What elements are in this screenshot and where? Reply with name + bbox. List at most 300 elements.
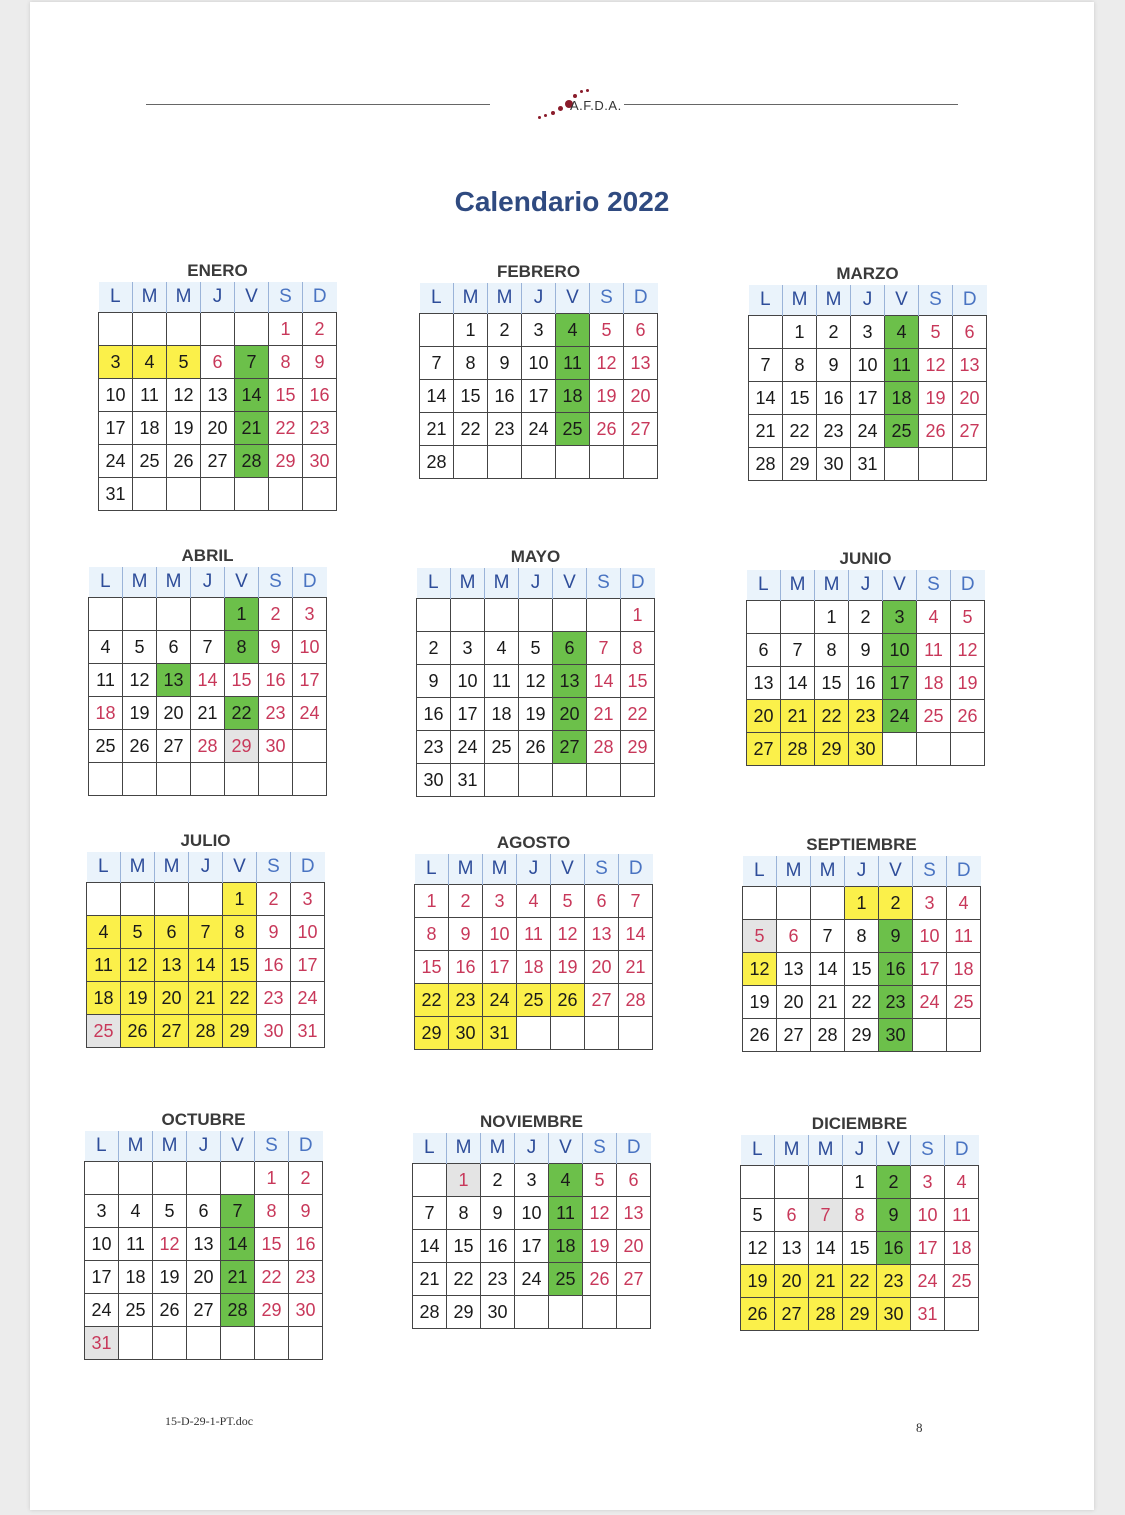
weekday-label: S bbox=[911, 1135, 945, 1166]
month-table bbox=[748, 285, 987, 481]
day-cell: 11 bbox=[549, 1197, 583, 1230]
empty-cell bbox=[133, 478, 167, 511]
weekday-label: M bbox=[121, 852, 155, 883]
day-cell: 1 bbox=[447, 1164, 481, 1197]
week-row bbox=[89, 631, 327, 664]
empty-cell bbox=[191, 763, 225, 796]
day-cell: 22 bbox=[255, 1261, 289, 1294]
empty-cell bbox=[87, 883, 121, 916]
day-cell: 17 bbox=[451, 698, 485, 731]
empty-cell bbox=[747, 601, 781, 634]
weekday-label: S bbox=[917, 570, 951, 601]
week-row bbox=[749, 415, 987, 448]
day-cell: 3 bbox=[85, 1195, 119, 1228]
day-cell: 23 bbox=[259, 697, 293, 730]
day-cell: 12 bbox=[519, 665, 553, 698]
day-cell: 4 bbox=[885, 316, 919, 349]
day-cell: 8 bbox=[255, 1195, 289, 1228]
day-cell: 19 bbox=[121, 982, 155, 1015]
day-cell: 14 bbox=[189, 949, 223, 982]
week-row bbox=[420, 314, 658, 347]
weekday-label: M bbox=[483, 854, 517, 885]
weekday-label: L bbox=[89, 567, 123, 598]
empty-cell bbox=[221, 1162, 255, 1195]
day-cell: 14 bbox=[749, 382, 783, 415]
day-cell: 26 bbox=[519, 731, 553, 764]
weekday-label: L bbox=[741, 1135, 775, 1166]
day-cell: 12 bbox=[919, 349, 953, 382]
week-row bbox=[417, 599, 655, 632]
empty-cell bbox=[417, 599, 451, 632]
empty-cell bbox=[167, 313, 201, 346]
day-cell: 16 bbox=[849, 667, 883, 700]
day-cell: 24 bbox=[451, 731, 485, 764]
day-cell: 30 bbox=[259, 730, 293, 763]
day-cell: 21 bbox=[221, 1261, 255, 1294]
weekday-label: D bbox=[947, 856, 981, 887]
day-cell: 21 bbox=[619, 951, 653, 984]
day-cell: 5 bbox=[519, 632, 553, 665]
empty-cell bbox=[303, 478, 337, 511]
day-cell: 6 bbox=[953, 316, 987, 349]
day-cell: 23 bbox=[289, 1261, 323, 1294]
day-cell: 21 bbox=[587, 698, 621, 731]
day-cell: 23 bbox=[817, 415, 851, 448]
day-cell: 7 bbox=[420, 347, 454, 380]
day-cell: 8 bbox=[845, 920, 879, 953]
day-cell: 21 bbox=[749, 415, 783, 448]
day-cell: 25 bbox=[945, 1265, 979, 1298]
day-cell: 9 bbox=[849, 634, 883, 667]
weekday-label: J bbox=[517, 854, 551, 885]
header-rule-left bbox=[146, 104, 490, 105]
weekday-header-row bbox=[85, 1131, 323, 1162]
day-cell: 12 bbox=[583, 1197, 617, 1230]
day-cell: 23 bbox=[257, 982, 291, 1015]
month-agosto bbox=[414, 832, 653, 1050]
empty-cell bbox=[549, 1296, 583, 1329]
page bbox=[30, 2, 1094, 1510]
day-cell: 1 bbox=[223, 883, 257, 916]
day-cell: 28 bbox=[749, 448, 783, 481]
empty-cell bbox=[953, 448, 987, 481]
day-cell: 28 bbox=[420, 446, 454, 479]
day-cell: 15 bbox=[415, 951, 449, 984]
day-cell: 17 bbox=[85, 1261, 119, 1294]
day-cell: 1 bbox=[454, 314, 488, 347]
day-cell: 29 bbox=[255, 1294, 289, 1327]
week-row bbox=[99, 313, 337, 346]
month-name: JULIO bbox=[180, 831, 231, 850]
week-row bbox=[741, 1265, 979, 1298]
day-cell: 29 bbox=[447, 1296, 481, 1329]
week-row bbox=[417, 731, 655, 764]
empty-cell bbox=[743, 887, 777, 920]
weekday-label: J bbox=[187, 1131, 221, 1162]
empty-cell bbox=[191, 598, 225, 631]
day-cell: 4 bbox=[556, 314, 590, 347]
day-cell: 26 bbox=[583, 1263, 617, 1296]
day-cell: 22 bbox=[815, 700, 849, 733]
day-cell: 27 bbox=[187, 1294, 221, 1327]
day-cell: 12 bbox=[590, 347, 624, 380]
day-cell: 16 bbox=[449, 951, 483, 984]
day-cell: 4 bbox=[89, 631, 123, 664]
day-cell: 15 bbox=[843, 1232, 877, 1265]
week-row bbox=[747, 601, 985, 634]
day-cell: 19 bbox=[153, 1261, 187, 1294]
day-cell: 19 bbox=[951, 667, 985, 700]
empty-cell bbox=[945, 1298, 979, 1331]
day-cell: 28 bbox=[809, 1298, 843, 1331]
month-febrero bbox=[419, 261, 658, 479]
day-cell: 13 bbox=[187, 1228, 221, 1261]
afda-logo bbox=[538, 86, 648, 126]
weekday-label: S bbox=[587, 568, 621, 599]
empty-cell bbox=[587, 764, 621, 797]
day-cell: 16 bbox=[879, 953, 913, 986]
day-cell: 16 bbox=[303, 379, 337, 412]
day-cell: 20 bbox=[585, 951, 619, 984]
day-cell: 19 bbox=[519, 698, 553, 731]
day-cell: 26 bbox=[167, 445, 201, 478]
header-rule-right bbox=[624, 104, 958, 105]
weekday-header-row bbox=[89, 567, 327, 598]
day-cell: 29 bbox=[269, 445, 303, 478]
day-cell: 15 bbox=[815, 667, 849, 700]
weekday-label: S bbox=[919, 285, 953, 316]
day-cell: 29 bbox=[845, 1019, 879, 1052]
week-row bbox=[413, 1296, 651, 1329]
day-cell: 27 bbox=[155, 1015, 189, 1048]
day-cell: 18 bbox=[947, 953, 981, 986]
day-cell: 15 bbox=[269, 379, 303, 412]
month-table bbox=[746, 570, 985, 766]
day-cell: 22 bbox=[269, 412, 303, 445]
empty-cell bbox=[517, 1017, 551, 1050]
day-cell: 27 bbox=[747, 733, 781, 766]
weekday-label: J bbox=[191, 567, 225, 598]
day-cell: 11 bbox=[885, 349, 919, 382]
weekday-label: M bbox=[119, 1131, 153, 1162]
day-cell: 8 bbox=[269, 346, 303, 379]
weekday-label: L bbox=[420, 283, 454, 314]
day-cell: 30 bbox=[289, 1294, 323, 1327]
day-cell: 4 bbox=[133, 346, 167, 379]
weekday-label: S bbox=[269, 282, 303, 313]
month-name: DICIEMBRE bbox=[811, 1114, 908, 1133]
day-cell: 9 bbox=[257, 916, 291, 949]
day-cell: 20 bbox=[155, 982, 189, 1015]
day-cell: 14 bbox=[587, 665, 621, 698]
day-cell: 21 bbox=[809, 1265, 843, 1298]
weekday-label: D bbox=[624, 283, 658, 314]
week-row bbox=[743, 986, 981, 1019]
day-cell: 12 bbox=[123, 664, 157, 697]
empty-cell bbox=[293, 730, 327, 763]
weekday-label: S bbox=[259, 567, 293, 598]
day-cell: 28 bbox=[587, 731, 621, 764]
day-cell: 22 bbox=[783, 415, 817, 448]
day-cell: 27 bbox=[953, 415, 987, 448]
day-cell: 7 bbox=[191, 631, 225, 664]
empty-cell bbox=[485, 599, 519, 632]
day-cell: 29 bbox=[783, 448, 817, 481]
empty-cell bbox=[885, 448, 919, 481]
day-cell: 6 bbox=[617, 1164, 651, 1197]
day-cell: 22 bbox=[454, 413, 488, 446]
day-cell: 17 bbox=[99, 412, 133, 445]
day-cell: 2 bbox=[257, 883, 291, 916]
page-title: Calendario 2022 bbox=[454, 186, 670, 217]
weekday-header-row bbox=[741, 1135, 979, 1166]
day-cell: 28 bbox=[413, 1296, 447, 1329]
day-cell: 7 bbox=[413, 1197, 447, 1230]
day-cell: 4 bbox=[87, 916, 121, 949]
day-cell: 31 bbox=[483, 1017, 517, 1050]
day-cell: 30 bbox=[879, 1019, 913, 1052]
day-cell: 26 bbox=[919, 415, 953, 448]
week-row bbox=[415, 984, 653, 1017]
day-cell: 12 bbox=[741, 1232, 775, 1265]
day-cell: 31 bbox=[99, 478, 133, 511]
day-cell: 26 bbox=[741, 1298, 775, 1331]
weekday-label: M bbox=[153, 1131, 187, 1162]
empty-cell bbox=[590, 446, 624, 479]
day-cell: 2 bbox=[879, 887, 913, 920]
day-cell: 30 bbox=[257, 1015, 291, 1048]
month-marzo bbox=[748, 263, 987, 481]
day-cell: 16 bbox=[817, 382, 851, 415]
weekday-label: S bbox=[257, 852, 291, 883]
day-cell: 24 bbox=[291, 982, 325, 1015]
day-cell: 15 bbox=[783, 382, 817, 415]
day-cell: 8 bbox=[225, 631, 259, 664]
day-cell: 15 bbox=[845, 953, 879, 986]
empty-cell bbox=[951, 733, 985, 766]
day-cell: 2 bbox=[289, 1162, 323, 1195]
month-table bbox=[412, 1133, 651, 1329]
empty-cell bbox=[519, 764, 553, 797]
day-cell: 27 bbox=[585, 984, 619, 1017]
day-cell: 4 bbox=[947, 887, 981, 920]
day-cell: 20 bbox=[201, 412, 235, 445]
weekday-label: S bbox=[583, 1133, 617, 1164]
weekday-label: L bbox=[85, 1131, 119, 1162]
day-cell: 31 bbox=[291, 1015, 325, 1048]
month-enero bbox=[98, 260, 337, 511]
day-cell: 19 bbox=[583, 1230, 617, 1263]
day-cell: 26 bbox=[590, 413, 624, 446]
week-row bbox=[99, 478, 337, 511]
day-cell: 15 bbox=[225, 664, 259, 697]
day-cell: 24 bbox=[883, 700, 917, 733]
day-cell: 16 bbox=[877, 1232, 911, 1265]
weekday-label: J bbox=[519, 568, 553, 599]
day-cell: 9 bbox=[303, 346, 337, 379]
day-cell: 22 bbox=[223, 982, 257, 1015]
day-cell: 3 bbox=[883, 601, 917, 634]
weekday-label: V bbox=[553, 568, 587, 599]
weekday-label: M bbox=[449, 854, 483, 885]
month-table bbox=[98, 282, 337, 511]
week-row bbox=[99, 412, 337, 445]
day-cell: 16 bbox=[289, 1228, 323, 1261]
day-cell: 9 bbox=[259, 631, 293, 664]
day-cell: 3 bbox=[291, 883, 325, 916]
day-cell: 29 bbox=[843, 1298, 877, 1331]
weekday-label: D bbox=[303, 282, 337, 313]
weekday-label: M bbox=[167, 282, 201, 313]
day-cell: 23 bbox=[449, 984, 483, 1017]
day-cell: 10 bbox=[451, 665, 485, 698]
empty-cell bbox=[201, 478, 235, 511]
weekday-label: L bbox=[749, 285, 783, 316]
day-cell: 2 bbox=[303, 313, 337, 346]
day-cell: 21 bbox=[781, 700, 815, 733]
day-cell: 20 bbox=[187, 1261, 221, 1294]
weekday-label: D bbox=[621, 568, 655, 599]
empty-cell bbox=[883, 733, 917, 766]
weekday-label: L bbox=[417, 568, 451, 599]
weekday-header-row bbox=[420, 283, 658, 314]
day-cell: 28 bbox=[221, 1294, 255, 1327]
weekday-label: V bbox=[877, 1135, 911, 1166]
day-cell: 9 bbox=[417, 665, 451, 698]
empty-cell bbox=[919, 448, 953, 481]
day-cell: 1 bbox=[269, 313, 303, 346]
day-cell: 10 bbox=[483, 918, 517, 951]
empty-cell bbox=[89, 763, 123, 796]
weekday-label: V bbox=[556, 283, 590, 314]
day-cell: 22 bbox=[621, 698, 655, 731]
day-cell: 8 bbox=[447, 1197, 481, 1230]
week-row bbox=[749, 382, 987, 415]
day-cell: 13 bbox=[155, 949, 189, 982]
day-cell: 1 bbox=[843, 1166, 877, 1199]
day-cell: 4 bbox=[485, 632, 519, 665]
weekday-label: M bbox=[451, 568, 485, 599]
week-row bbox=[747, 667, 985, 700]
weekday-label: S bbox=[590, 283, 624, 314]
week-row bbox=[743, 887, 981, 920]
weekday-label: J bbox=[515, 1133, 549, 1164]
day-cell: 28 bbox=[619, 984, 653, 1017]
day-cell: 20 bbox=[157, 697, 191, 730]
month-name: JUNIO bbox=[839, 549, 892, 568]
day-cell: 13 bbox=[553, 665, 587, 698]
empty-cell bbox=[515, 1296, 549, 1329]
day-cell: 8 bbox=[223, 916, 257, 949]
day-cell: 13 bbox=[777, 953, 811, 986]
day-cell: 21 bbox=[811, 986, 845, 1019]
week-row bbox=[87, 883, 325, 916]
month-table bbox=[742, 856, 981, 1052]
day-cell: 19 bbox=[919, 382, 953, 415]
day-cell: 3 bbox=[911, 1166, 945, 1199]
day-cell: 30 bbox=[817, 448, 851, 481]
empty-cell bbox=[749, 316, 783, 349]
day-cell: 23 bbox=[303, 412, 337, 445]
weekday-label: M bbox=[485, 568, 519, 599]
day-cell: 11 bbox=[89, 664, 123, 697]
weekday-label: V bbox=[549, 1133, 583, 1164]
day-cell: 29 bbox=[621, 731, 655, 764]
day-cell: 26 bbox=[121, 1015, 155, 1048]
day-cell: 10 bbox=[851, 349, 885, 382]
empty-cell bbox=[583, 1296, 617, 1329]
weekday-label: V bbox=[221, 1131, 255, 1162]
week-row bbox=[415, 885, 653, 918]
week-row bbox=[85, 1294, 323, 1327]
month-table bbox=[84, 1131, 323, 1360]
weekday-label: D bbox=[293, 567, 327, 598]
day-cell: 15 bbox=[255, 1228, 289, 1261]
weekday-header-row bbox=[749, 285, 987, 316]
day-cell: 4 bbox=[945, 1166, 979, 1199]
weekday-label: M bbox=[815, 570, 849, 601]
day-cell: 6 bbox=[747, 634, 781, 667]
week-row bbox=[89, 664, 327, 697]
empty-cell bbox=[235, 313, 269, 346]
weekday-label: J bbox=[845, 856, 879, 887]
day-cell: 2 bbox=[259, 598, 293, 631]
weekday-label: V bbox=[551, 854, 585, 885]
empty-cell bbox=[155, 883, 189, 916]
day-cell: 7 bbox=[235, 346, 269, 379]
day-cell: 10 bbox=[522, 347, 556, 380]
day-cell: 20 bbox=[777, 986, 811, 1019]
day-cell: 5 bbox=[123, 631, 157, 664]
week-row bbox=[743, 1019, 981, 1052]
day-cell: 28 bbox=[189, 1015, 223, 1048]
day-cell: 22 bbox=[845, 986, 879, 1019]
day-cell: 20 bbox=[617, 1230, 651, 1263]
day-cell: 7 bbox=[189, 916, 223, 949]
weekday-label: L bbox=[743, 856, 777, 887]
day-cell: 18 bbox=[517, 951, 551, 984]
day-cell: 27 bbox=[617, 1263, 651, 1296]
empty-cell bbox=[485, 764, 519, 797]
empty-cell bbox=[556, 446, 590, 479]
weekday-label: M bbox=[775, 1135, 809, 1166]
day-cell: 26 bbox=[951, 700, 985, 733]
week-row bbox=[420, 380, 658, 413]
day-cell: 21 bbox=[413, 1263, 447, 1296]
weekday-header-row bbox=[417, 568, 655, 599]
day-cell: 6 bbox=[201, 346, 235, 379]
weekday-header-row bbox=[743, 856, 981, 887]
empty-cell bbox=[157, 763, 191, 796]
weekday-label: D bbox=[953, 285, 987, 316]
week-row bbox=[99, 346, 337, 379]
day-cell: 30 bbox=[481, 1296, 515, 1329]
day-cell: 29 bbox=[815, 733, 849, 766]
weekday-label: M bbox=[781, 570, 815, 601]
weekday-label: J bbox=[843, 1135, 877, 1166]
month-junio bbox=[746, 548, 985, 766]
weekday-label: S bbox=[255, 1131, 289, 1162]
empty-cell bbox=[519, 599, 553, 632]
day-cell: 11 bbox=[133, 379, 167, 412]
day-cell: 6 bbox=[187, 1195, 221, 1228]
day-cell: 23 bbox=[481, 1263, 515, 1296]
day-cell: 10 bbox=[293, 631, 327, 664]
day-cell: 10 bbox=[99, 379, 133, 412]
day-cell: 30 bbox=[449, 1017, 483, 1050]
day-cell: 15 bbox=[447, 1230, 481, 1263]
day-cell: 6 bbox=[624, 314, 658, 347]
